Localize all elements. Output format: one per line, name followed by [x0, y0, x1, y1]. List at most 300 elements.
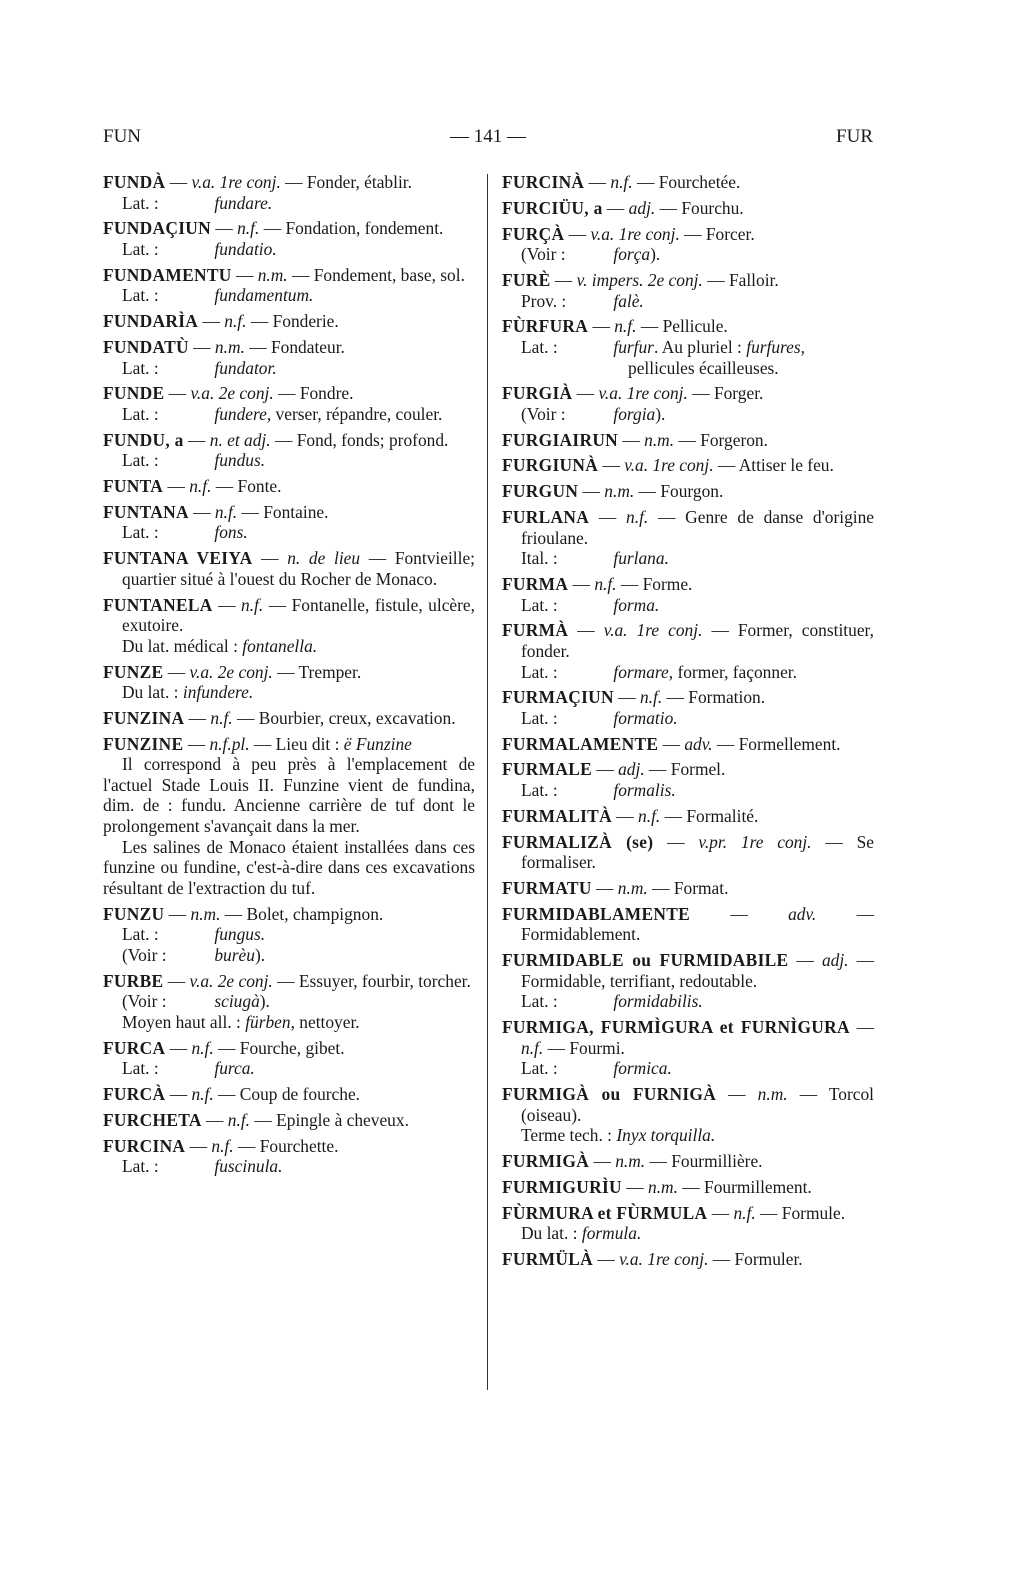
dictionary-entry	[103, 708, 475, 729]
definition: Fourchu.	[681, 197, 744, 218]
definition: Forger.	[713, 383, 764, 404]
dictionary-entry	[502, 316, 874, 378]
etymon: furlana.	[613, 548, 669, 569]
grammar-label: adj.	[628, 197, 656, 218]
etymology-label: Ital. :	[521, 548, 558, 569]
etymology-label: Lat. :	[122, 1058, 159, 1079]
etymon: Inyx torquilla.	[616, 1125, 716, 1146]
etymology-line	[103, 239, 475, 260]
headword: FURCÀ	[103, 1083, 166, 1104]
definition: Se formaliser.	[521, 831, 874, 873]
grammar-label: n.f.	[189, 476, 212, 497]
etymology-line	[502, 595, 874, 616]
dictionary-entry	[502, 224, 874, 265]
etymology-line	[103, 682, 475, 703]
dictionary-entry	[502, 759, 874, 800]
definition: Fondre.	[299, 383, 354, 404]
etymology-rest: ).	[259, 991, 270, 1012]
etymology-line	[502, 548, 874, 569]
etymon: forgia	[613, 403, 656, 424]
grammar-label: n.f.	[191, 1083, 214, 1104]
entry-main: FUNDÀ — v.a. 1re conj. — Fonder, établir.	[103, 172, 412, 192]
headword: FURMIDABLE ou FURMIDABILE	[502, 950, 789, 971]
headword: FURMIDABLAMENTE	[502, 903, 691, 924]
definition: Fonder, établir.	[306, 172, 412, 192]
grammar-label: n. de lieu	[287, 548, 361, 569]
entry-main: FURGIÀ — v.a. 1re conj. — Forger.	[502, 383, 764, 404]
entry-paragraph: Les salines de Monaco étaient installées dans ces funzine ou fundine, c'est-à-dire dans ces excavations résultant de l'extraction du tuf.	[103, 836, 475, 898]
definition: Forgeron.	[700, 429, 768, 450]
headword: FURMATU	[502, 878, 592, 898]
definition: Formellement.	[738, 733, 841, 754]
etymology-line	[103, 1156, 475, 1177]
entry-main: FUNDU, a — n. et adj. — Fond, fonds; profond.	[103, 429, 449, 450]
definition: Fourmi.	[569, 1037, 625, 1058]
headword: FURGIAIRUN	[502, 429, 619, 450]
headword: FUNZU	[103, 903, 165, 924]
etymon: formare	[613, 661, 669, 682]
etymology-line	[502, 404, 874, 425]
definition: Fourgon.	[660, 481, 724, 502]
headword: FURMÀ	[502, 620, 569, 641]
etymology-label: Lat. :	[122, 192, 159, 213]
entry-main: FURCA — n.f. — Fourche, gibet.	[103, 1037, 345, 1058]
etymology-rest: ).	[650, 244, 661, 265]
definition: Fondement, base, sol.	[313, 264, 465, 285]
etymology-line	[502, 662, 874, 683]
etymology-label: (Voir :	[122, 991, 167, 1012]
etymon: furca.	[214, 1058, 255, 1079]
definition: Fontvieille; quartier situé à l'ouest du Rocher de Monaco.	[122, 548, 475, 589]
headword: FURBE	[103, 970, 164, 991]
headword: FUNDARÌA	[103, 311, 199, 332]
dictionary-entry	[502, 904, 874, 945]
dictionary-entry	[103, 430, 475, 471]
etymology-line	[103, 991, 475, 1012]
definition: Essuyer, fourbir, torcher.	[298, 970, 471, 991]
grammar-label: v.a. 1re conj.	[598, 383, 688, 404]
definition: Fontaine.	[263, 501, 329, 522]
dictionary-entry	[502, 806, 874, 827]
entry-main: FURMIGA, FURMÌGURA et FURNÌGURA — n.f. — Fourmi.	[502, 1017, 874, 1058]
dictionary-entry	[502, 687, 874, 728]
dictionary-entry	[103, 662, 475, 703]
dictionary-entry	[502, 507, 874, 569]
etymology-line	[502, 291, 874, 312]
headword: FÙRMURA et FÙRMULA	[502, 1202, 708, 1223]
grammar-label: adj.	[618, 759, 645, 780]
dictionary-entry	[502, 832, 874, 873]
etymology-line	[103, 193, 475, 214]
headword: FUNZE	[103, 661, 164, 682]
entry-main: FUNTANA VEIYA — n. de lieu — Fontvieille; quartier situé à l'ouest du Rocher de Monaco.	[103, 548, 475, 589]
dictionary-entry	[103, 172, 475, 213]
entry-main: FUNZE — v.a. 2e conj. — Tremper.	[103, 661, 362, 682]
etymology-line	[103, 285, 475, 306]
etymon: fundere	[214, 403, 267, 424]
etymology-label: Lat. :	[122, 450, 159, 471]
definition: Epingle à cheveux.	[276, 1109, 409, 1130]
etymology-label: Lat. :	[521, 661, 558, 682]
definition: Falloir.	[728, 269, 779, 290]
etymon: furfur	[613, 336, 654, 357]
etymon-plural: furfures,	[746, 336, 806, 357]
dictionary-entry	[103, 1110, 475, 1131]
dictionary-entry	[502, 198, 874, 219]
etymology-label: Lat. :	[122, 403, 159, 424]
grammar-label: n.m.	[190, 903, 221, 924]
dictionary-entry	[103, 383, 475, 424]
entry-main: FURCINÀ — n.f. — Fourchetée.	[502, 172, 741, 192]
entry-main: FURÈ — v. impers. 2e conj. — Falloir.	[502, 269, 779, 290]
dictionary-entry	[502, 1084, 874, 1146]
grammar-label: adj.	[821, 950, 849, 971]
definition: Bolet, champignon.	[246, 903, 384, 924]
entry-paragraph: Il correspond à peu près à l'emplacement de l'actuel Stade Louis II. Funzine vient de fundina, dim. de : fundu. Ancienne carrière de tuf dont le prolongement s'avançait dans la mer.	[103, 754, 475, 837]
etymology-label: Lat. :	[122, 522, 159, 543]
grammar-label: v.a. 2e conj.	[189, 970, 273, 991]
definition: Formule.	[781, 1202, 846, 1223]
grammar-label: n.f.	[241, 594, 264, 615]
entry-main: FURGIAIRUN — n.m. — Forgeron.	[502, 429, 768, 450]
entry-main: FURCIÜU, a — adj. — Fourchu.	[502, 197, 744, 218]
grammar-label: n.m.	[648, 1176, 678, 1197]
grammar-label: n.f.	[227, 1109, 251, 1130]
header-last-word: FUR	[836, 126, 873, 147]
etymology-label: (Voir :	[521, 244, 566, 265]
entry-main: FURMALAMENTE — adv. — Formellement.	[502, 733, 841, 754]
entry-main: FURCHETA — n.f. — Epingle à cheveux.	[103, 1109, 409, 1130]
entry-main: FURMALITÀ — n.f. — Formalité.	[502, 805, 759, 826]
entry-main: FURMIGÀ — n.m. — Fourmillière.	[502, 1151, 763, 1172]
grammar-label: n.f.	[594, 573, 617, 594]
grammar-label: adv.	[684, 733, 713, 754]
entry-main: FÙRFURA — n.f. — Pellicule.	[502, 316, 728, 337]
etymology-rest: , verser, répandre, couler.	[266, 403, 443, 424]
etymology-line	[502, 337, 874, 378]
definition: Fondateur.	[270, 336, 345, 357]
etymon: fons.	[214, 522, 248, 543]
headword: FURÈ	[502, 269, 551, 290]
etymon: fontanella.	[242, 635, 318, 656]
entry-main: FURMIGÀ ou FURNIGÀ — n.m. — Torcol (oiseau).	[502, 1084, 874, 1125]
etymon: infundere.	[182, 682, 254, 703]
header-first-word: FUN	[103, 126, 142, 147]
grammar-label: v.a. 1re conj.	[191, 172, 281, 192]
headword: FURLANA	[502, 507, 590, 527]
left-column	[103, 172, 475, 1182]
grammar-label: v.a. 1re conj.	[590, 223, 680, 244]
entry-main: FURMA — n.f. — Forme.	[502, 573, 693, 594]
etymon: sciugà	[214, 991, 260, 1012]
entry-main: FURMAÇIUN — n.f. — Formation.	[502, 687, 766, 708]
headword: FURCINA	[103, 1135, 186, 1156]
etymology-line	[103, 945, 475, 966]
etymology-line	[502, 244, 874, 265]
etymology-line	[502, 1223, 874, 1244]
etymology-rest: , nettoyer.	[290, 1011, 360, 1032]
grammar-label: n.f.	[214, 501, 238, 522]
grammar-label: n.f.	[638, 805, 661, 826]
etymology-label: (Voir :	[122, 944, 167, 965]
definition: Former, constituer, fonder.	[521, 620, 874, 661]
entry-main: FURÇÀ — v.a. 1re conj. — Forcer.	[502, 223, 755, 244]
definition: Fontanelle, fistule, ulcère, exutoire.	[122, 594, 475, 636]
etymology-label: Lat. :	[122, 924, 159, 945]
headword: FUNDAÇIUN	[103, 218, 212, 239]
definition: Coup de fourche.	[239, 1083, 361, 1104]
etymology-rest: ).	[655, 403, 666, 424]
definition: Fonderie.	[272, 311, 339, 332]
dictionary-entry	[502, 620, 874, 682]
etymology-label: Du lat. :	[521, 1223, 578, 1244]
headword: FURMÜLÀ	[502, 1249, 593, 1269]
grammar-label: n.f.	[733, 1202, 756, 1223]
etymon: fuscinula.	[214, 1156, 283, 1177]
grammar-label: n.m.	[757, 1084, 788, 1105]
dictionary-entry	[103, 548, 475, 589]
entry-main: FURBE — v.a. 2e conj. — Essuyer, fourbir, torcher.	[103, 970, 471, 991]
etymon: fürben	[245, 1011, 291, 1032]
etymon: burèu	[214, 944, 255, 965]
column-divider	[487, 174, 488, 1390]
grammar-label: n.f.	[237, 218, 260, 239]
headword: FURMALIZÀ (se)	[502, 831, 654, 852]
etymology-line	[502, 780, 874, 801]
definition: Forme.	[642, 573, 693, 594]
definition: Lieu dit :	[275, 733, 340, 754]
headword: FURGIUNÀ	[502, 455, 599, 476]
headword: FURMA	[502, 573, 569, 594]
grammar-label: n. et adj.	[209, 429, 271, 450]
definition: Tremper.	[298, 661, 362, 682]
headword: FURMIGA, FURMÌGURA et FURNÌGURA	[502, 1017, 850, 1038]
dictionary-entry	[103, 218, 475, 259]
grammar-label: n.m.	[644, 429, 675, 450]
dictionary-entry	[103, 265, 475, 306]
definition: Fonte.	[237, 476, 282, 497]
etymology-label: (Voir :	[521, 403, 566, 424]
etymology-continuation: pellicules écailleuses.	[628, 357, 779, 378]
etymology-rest: ).	[254, 944, 266, 965]
definition: Formation.	[688, 687, 766, 708]
grammar-label: n.f.	[639, 687, 663, 708]
etymology-line	[103, 924, 475, 945]
entry-main: FUNZINA — n.f. — Bourbier, creux, excavation.	[103, 707, 456, 728]
running-header	[103, 126, 873, 152]
grammar-label: v.a. 1re conj.	[624, 455, 714, 476]
headword: FUNDAMENTU	[103, 264, 232, 285]
dictionary-entry	[103, 337, 475, 378]
entry-main: FURGIUNÀ — v.a. 1re conj. — Attiser le feu.	[502, 455, 834, 476]
headword: FURÇÀ	[502, 223, 565, 244]
headword: FUNDATÙ	[103, 336, 189, 357]
definition: Formidablement.	[521, 924, 641, 945]
etymology-line	[103, 358, 475, 379]
etymology-label: Du lat. :	[122, 682, 179, 703]
entry-main: FURMIGURÌU — n.m. — Fourmillement.	[502, 1176, 812, 1197]
entry-main: FUNTANELA — n.f. — Fontanelle, fistule, ulcère, exutoire.	[103, 594, 475, 636]
headword: FUNTANA VEIYA	[103, 548, 253, 569]
grammar-label: v. impers. 2e conj.	[576, 269, 703, 290]
etymology-label: Lat. :	[521, 1058, 558, 1079]
entry-main: FURMÀ — v.a. 1re conj. — Former, constituer, fonder.	[502, 620, 874, 661]
headword: FURMALE	[502, 759, 593, 780]
etymon: fungus.	[214, 924, 266, 945]
etymology-label: Lat. :	[122, 357, 159, 378]
etymology-label: Moyen haut all. :	[122, 1011, 241, 1032]
etymology-line	[103, 450, 475, 471]
entry-main: FUNZINE — n.f.pl. — Lieu dit : ë Funzine	[103, 733, 412, 754]
etymology-label: Terme tech. :	[521, 1125, 613, 1146]
entry-main: FURLANA — n.f. — Genre de danse d'origine frioulane.	[502, 507, 875, 548]
grammar-label: n.f.	[224, 311, 247, 332]
dictionary-entry	[103, 311, 475, 332]
entry-main: FURCINA — n.f. — Fourchette.	[103, 1135, 339, 1156]
headword: FUNTANA	[103, 501, 189, 522]
entry-main: FURMATU — n.m. — Format.	[502, 878, 729, 898]
definition: Torcol (oiseau).	[521, 1084, 874, 1125]
etymon: fundator.	[214, 357, 277, 378]
etymon: formatio.	[613, 707, 678, 728]
dictionary-entry	[502, 1249, 874, 1270]
etymon: formica.	[613, 1058, 672, 1079]
entry-main: FUNDARÌA — n.f. — Fonderie.	[103, 311, 339, 332]
grammar-label: n.m.	[617, 878, 648, 898]
headword: FUNDE	[103, 383, 165, 404]
definition: Fourchetée.	[658, 172, 741, 192]
etymology-line	[502, 991, 874, 1012]
etymon: formula.	[581, 1223, 642, 1244]
entry-main: FUNDAÇIUN — n.f. — Fondation, fondement.	[103, 218, 444, 239]
headword: FUNDÀ	[103, 172, 166, 192]
etymology-label: Lat. :	[521, 707, 558, 728]
etymon: formidabilis.	[613, 991, 703, 1012]
headword: FURCINÀ	[502, 172, 585, 192]
headword: FURMALITÀ	[502, 805, 612, 826]
entry-main: FUNTANA — n.f. — Fontaine.	[103, 501, 329, 522]
dictionary-entry	[502, 1151, 874, 1172]
dictionary-entry	[502, 574, 874, 615]
dictionary-entry	[502, 455, 874, 476]
etymology-line	[502, 1058, 874, 1079]
grammar-label: n.f.pl.	[209, 733, 250, 754]
definition-italic: ë Funzine	[343, 733, 412, 754]
etymon: fundare.	[214, 192, 273, 213]
dictionary-entry	[502, 481, 874, 502]
entry-main: FURMALE — adj. — Formel.	[502, 759, 726, 780]
etymon: fundatio.	[214, 238, 277, 259]
definition: Attiser le feu.	[738, 455, 834, 476]
headword: FURCA	[103, 1037, 166, 1058]
etymon: forma.	[613, 594, 660, 615]
grammar-label: n.f.	[614, 316, 637, 337]
etymology-label: Lat. :	[521, 336, 558, 357]
etymology-label: Du lat. médical :	[122, 635, 238, 656]
definition: Forcer.	[705, 223, 755, 244]
dictionary-entry	[103, 904, 475, 966]
dictionary-entry	[502, 270, 874, 311]
headword: FURMIGURÌU	[502, 1176, 622, 1197]
entry-main: FUNDE — v.a. 2e conj. — Fondre.	[103, 383, 354, 404]
grammar-label: n.m.	[615, 1151, 646, 1172]
entry-main: FUNDAMENTU — n.m. — Fondement, base, sol.	[103, 264, 465, 285]
dictionary-entry	[502, 734, 874, 755]
dictionary-entry	[502, 430, 874, 451]
dictionary-entry	[502, 950, 874, 1012]
definition: Formidable, terrifiant, redoutable.	[521, 970, 758, 991]
entry-main: FURMIDABLAMENTE — adv. — Formidablement.	[502, 903, 874, 945]
etymology-rest: , former, façonner.	[668, 661, 797, 682]
grammar-label: n.f.	[210, 707, 233, 728]
definition: Fourchette.	[259, 1135, 339, 1156]
entry-main: FUNDATÙ — n.m. — Fondateur.	[103, 336, 345, 357]
dictionary-entry	[103, 971, 475, 1033]
dictionary-entry	[502, 878, 874, 899]
etymology-label: Lat. :	[521, 780, 558, 801]
definition: Formel.	[670, 759, 726, 780]
grammar-label: n.m.	[604, 481, 635, 502]
right-column	[502, 172, 874, 1275]
headword: FUNDU, a	[103, 429, 184, 450]
grammar-label: n.f.	[211, 1135, 234, 1156]
definition: Pellicule.	[662, 316, 728, 337]
definition: Fourmillière.	[671, 1151, 763, 1172]
etymology-line	[103, 1058, 475, 1079]
headword: FÙRFURA	[502, 316, 589, 337]
etymon: força	[613, 244, 651, 265]
definition: Fondation, fondement.	[285, 218, 444, 239]
headword: FUNTANELA	[103, 594, 213, 615]
definition: Formalité.	[686, 805, 759, 826]
dictionary-entry	[502, 1017, 874, 1079]
definition: Format.	[673, 878, 729, 898]
etymology-label: Prov. :	[521, 290, 567, 311]
entry-main: FUNTA — n.f. — Fonte.	[103, 476, 282, 497]
etymology-line	[103, 404, 475, 425]
dictionary-entry	[502, 1203, 874, 1244]
headword: FURMIGÀ	[502, 1151, 590, 1172]
grammar-label: v.a. 2e conj.	[189, 661, 273, 682]
dictionary-entry	[103, 734, 475, 899]
etymology-label: Lat. :	[122, 285, 159, 306]
headword: FUNTA	[103, 476, 164, 497]
grammar-label: n.f.	[521, 1037, 544, 1058]
dictionary-entry	[502, 1177, 874, 1198]
etymology-line	[103, 522, 475, 543]
dictionary-entry	[103, 502, 475, 543]
page-number: — 141 —	[450, 126, 526, 147]
dictionary-entry	[103, 1038, 475, 1079]
etymology-line	[103, 1012, 475, 1033]
grammar-label: v.a. 1re conj.	[619, 1249, 709, 1269]
dictionary-entry	[502, 172, 874, 193]
dictionary-entry	[103, 476, 475, 497]
headword: FURMIGÀ ou FURNIGÀ	[502, 1084, 717, 1105]
etymology-label: Lat. :	[521, 594, 558, 615]
etymology-label: Lat. :	[521, 991, 558, 1012]
headword: FURCHETA	[103, 1109, 202, 1130]
definition: Fourmillement.	[704, 1176, 812, 1197]
definition: Fond, fonds; profond.	[296, 429, 449, 450]
etymology-line	[502, 708, 874, 729]
etymology-label: Lat. :	[122, 238, 159, 259]
headword: FURGUN	[502, 481, 579, 502]
entry-main: FURMÜLÀ — v.a. 1re conj. — Formuler.	[502, 1249, 803, 1269]
dictionary-entry	[502, 383, 874, 424]
entry-main: FURMIDABLE ou FURMIDABILE — adj. — Formidable, terrifiant, redoutable.	[502, 950, 874, 991]
entry-main: FURMALIZÀ (se) — v.pr. 1re conj. — Se formaliser.	[502, 831, 874, 873]
